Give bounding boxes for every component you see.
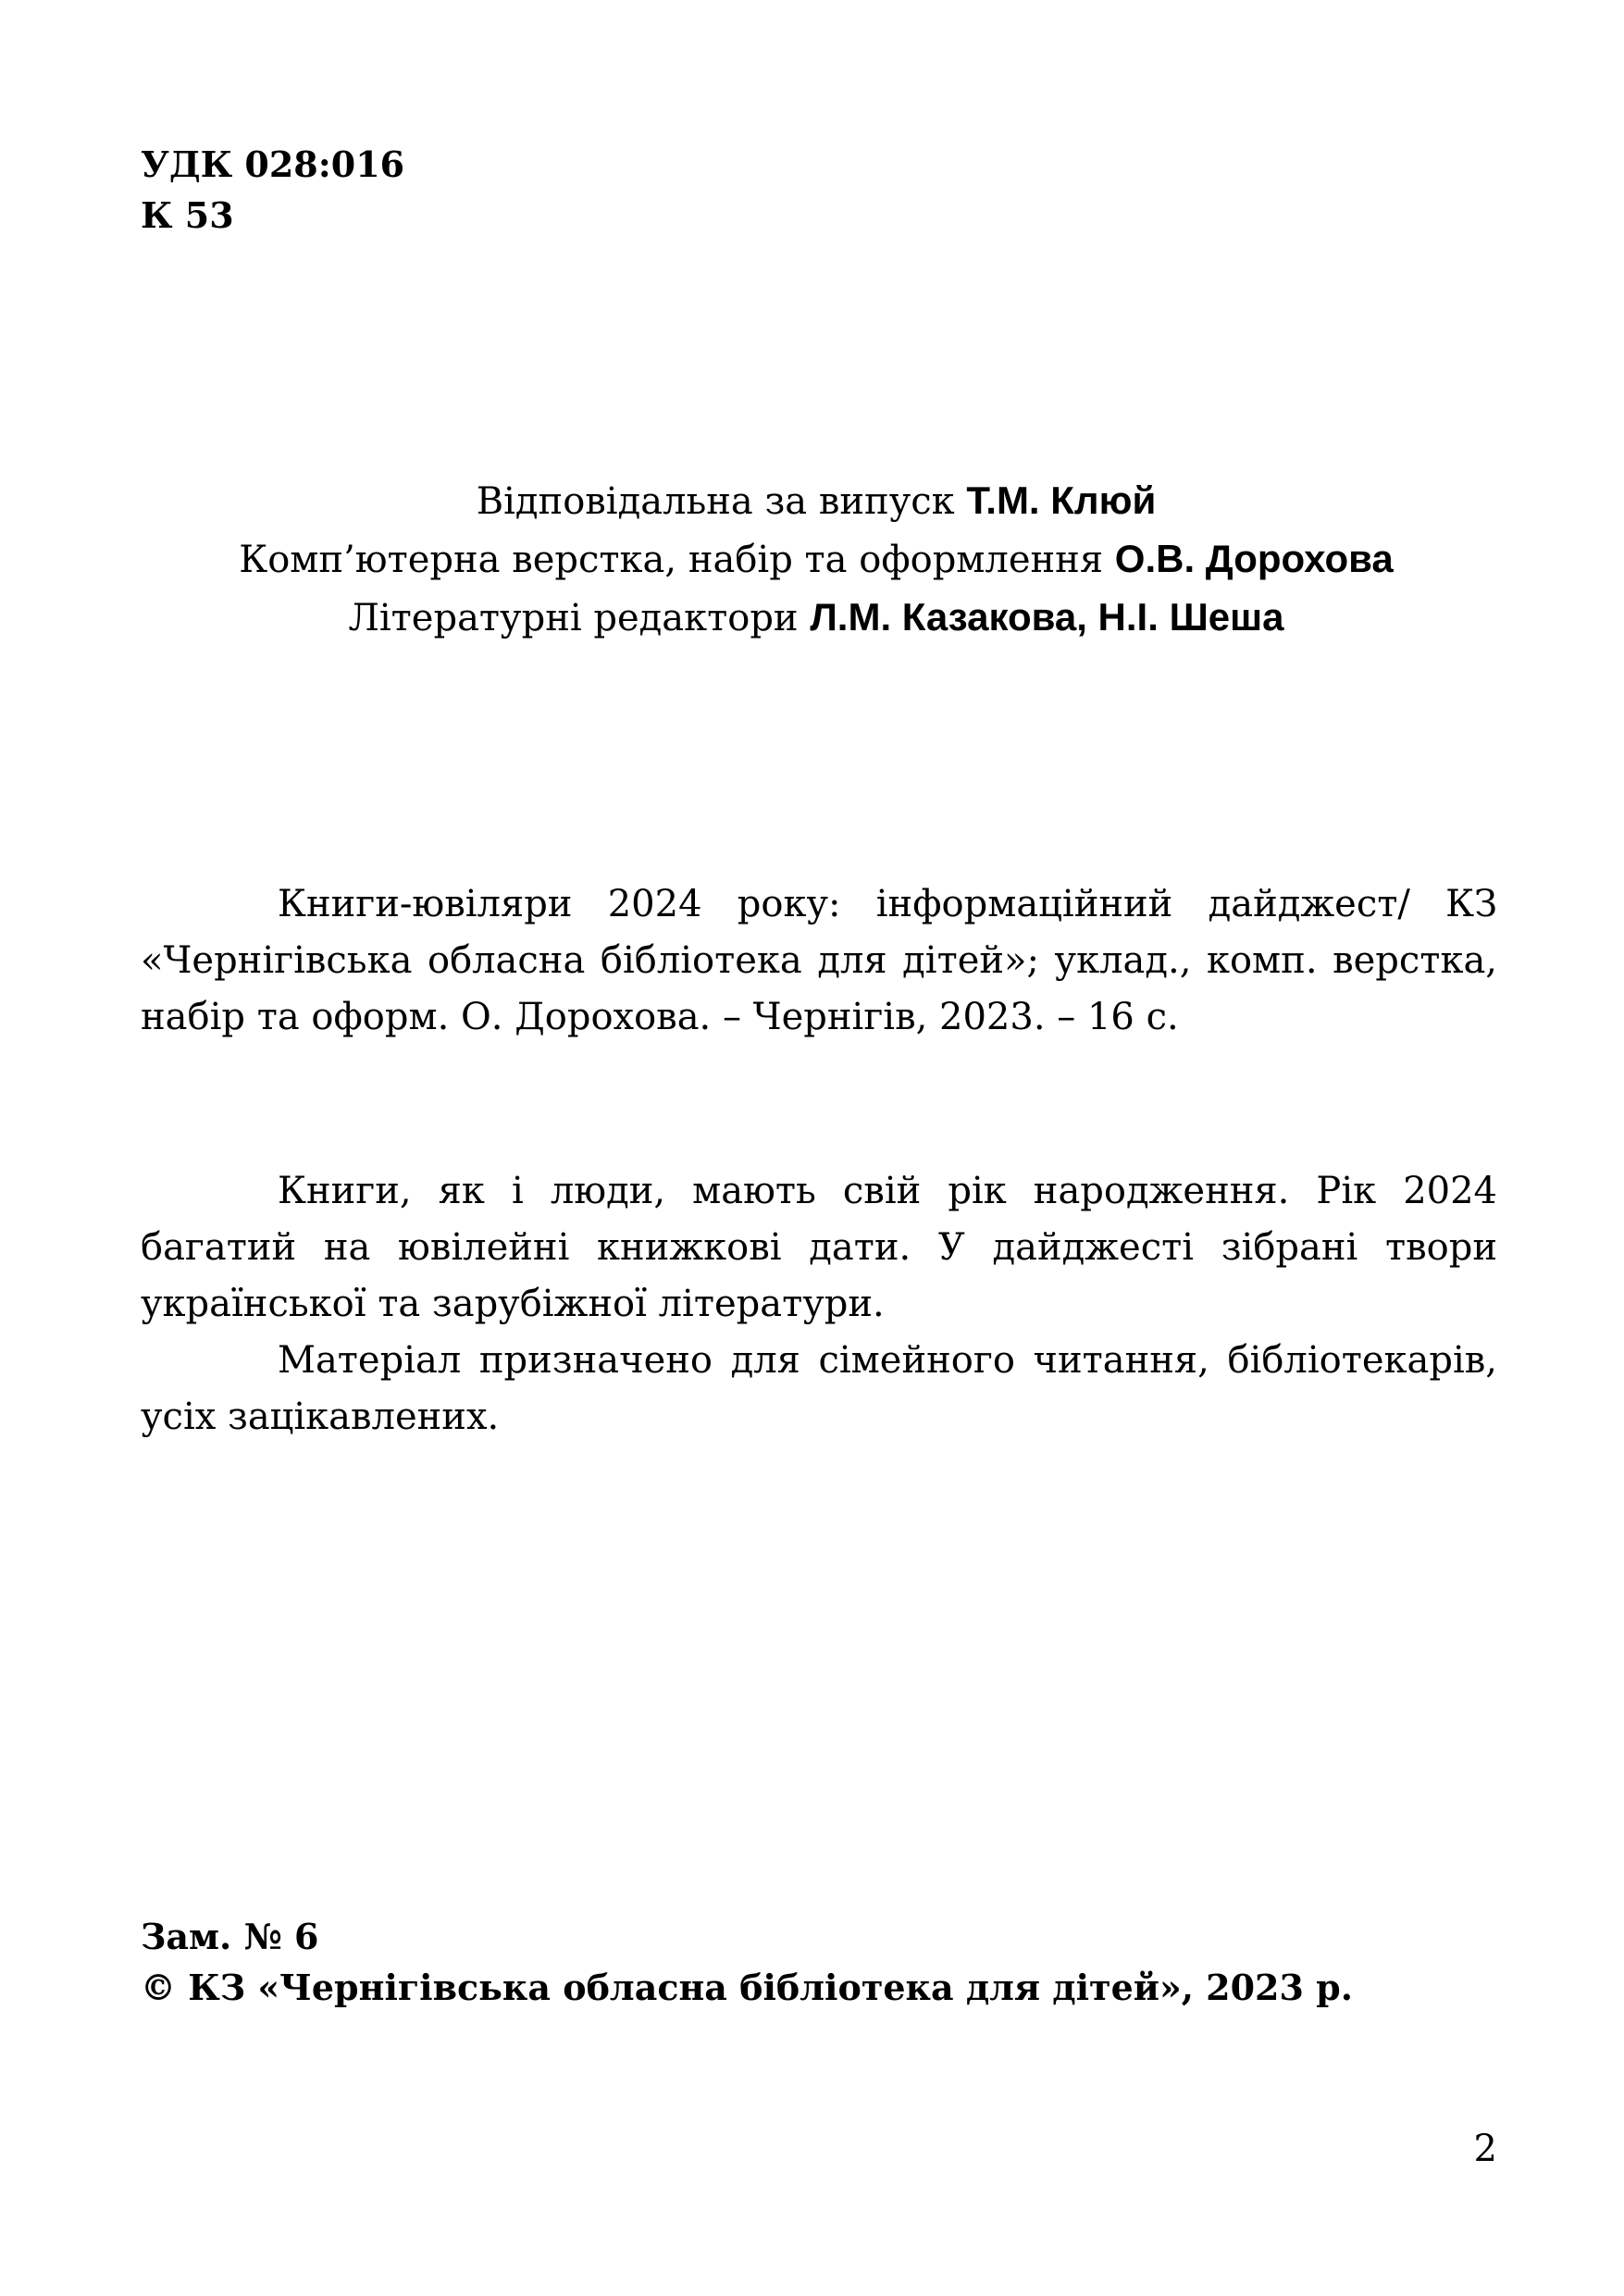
bibliographic-description: Книги-ювіляри 2024 року: інформаційний дайджест/ КЗ «Чернігівська обласна бібліотека для дітей»; уклад., комп. верстка, набір та оформ. О. Дорохова. – Чернігів, 2023. – 16 с. [141,883,1497,1038]
credit-line-layout [141,530,1492,589]
credit-names: Л.М. Казакова, Н.І. Шеша [810,595,1284,639]
credit-line-editors [141,589,1492,647]
order-number: Зам. № 6 [141,1916,319,1957]
digest-description [141,1163,1497,1446]
classification-block [141,139,404,241]
credit-names: Т.М. Клюй [966,478,1157,522]
udc-code: УДК 028:016 [141,143,405,185]
credit-line-responsible [141,472,1492,530]
page-number: 2 [1473,2128,1497,2170]
description-paragraph: Книги, як і люди, мають свій рік народження. Рік 2024 багатий на ювілейні книжкові дати. У дайджесті зібрані твори української та зарубіжної літератури. [141,1170,1497,1325]
credit-role: Комп’ютерна верстка, набір та оформлення [239,539,1104,581]
credit-role: Відповідальна за випуск [476,480,955,523]
credit-role: Літературні редактори [348,597,799,639]
copyright-line: © КЗ «Чернігівська обласна бібліотека для дітей», 2023 р. [141,1967,1353,2008]
credits-block [141,472,1492,647]
author-sign: К 53 [141,194,234,236]
credit-names: О.В. Дорохова [1114,537,1394,580]
description-paragraph: Матеріал призначено для сімейного читання, бібліотекарів, усіх зацікавлених. [141,1339,1497,1438]
imprint-footer [141,1911,1353,2013]
